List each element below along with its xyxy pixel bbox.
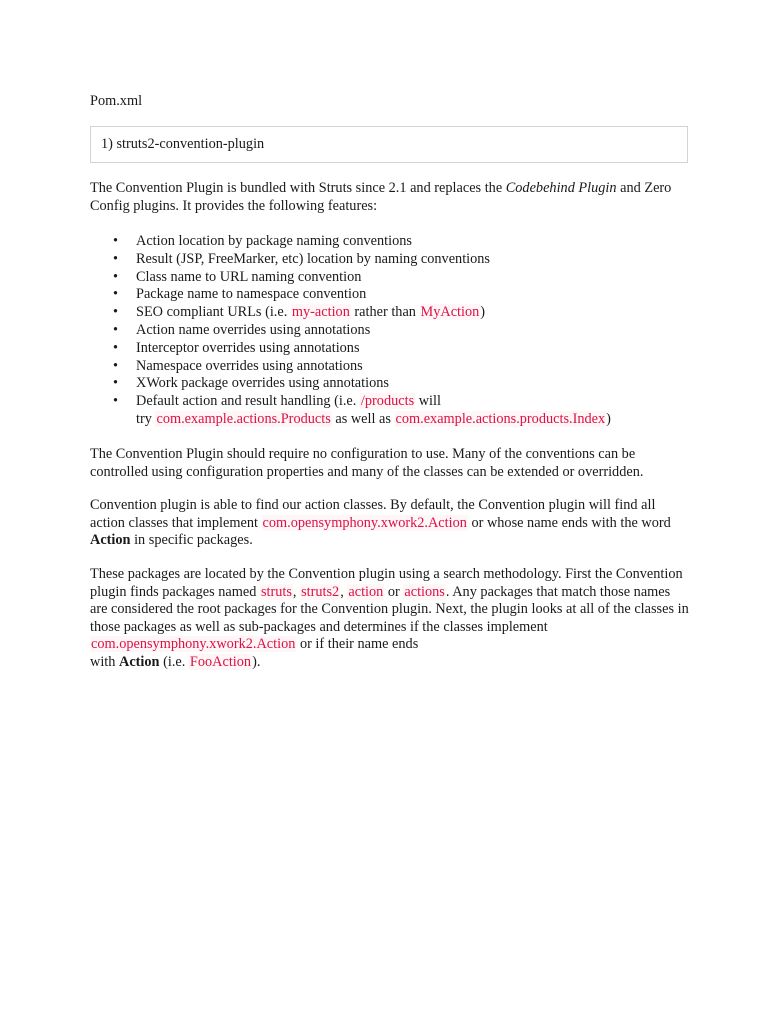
inline-code: struts: [260, 583, 292, 600]
intro-text-2: and Zero Config plugins. It provides the following features:: [90, 180, 672, 214]
list-item: [90, 269, 690, 287]
bold-text: Action: [119, 653, 160, 670]
list-item-text: Result (JSP, FreeMarker, etc) location by naming conventions: [136, 250, 491, 267]
inline-code: com.example.actions.Products: [156, 410, 331, 427]
list-item-text: ): [480, 304, 486, 321]
codebehind-plugin-emphasis: Codebehind Plugin: [505, 180, 617, 196]
bullet-icon: •: [113, 304, 119, 321]
inline-code: com.opensymphony.xwork2.Action: [91, 636, 296, 653]
bullet-icon: •: [113, 357, 119, 374]
inline-code: actions: [404, 583, 445, 600]
code-box-text: 1) struts2-convention-plugin: [101, 136, 265, 152]
config-paragraph: The Convention Plugin should require no configuration to use. Many of the conventions can be controlled using configuration properties and many of the classes can be extended or overridden.: [90, 446, 644, 480]
list-item-text: Action name overrides using annotations: [136, 321, 371, 338]
paragraph-text: ).: [252, 653, 261, 670]
list-item: [90, 358, 690, 376]
list-item-text: try: [136, 410, 156, 427]
intro-paragraph: [90, 180, 690, 215]
feature-list: [90, 233, 690, 429]
list-item: [90, 251, 690, 269]
bullet-icon: •: [113, 321, 119, 338]
page-heading: Pom.xml: [90, 93, 143, 109]
bullet-icon: •: [113, 375, 119, 392]
inline-code: MyAction: [420, 304, 480, 321]
bullet-icon: •: [113, 339, 119, 356]
paragraph-text: . Any packages that match those names are considered the root packages for the Convention plugin. Next, the plugin looks at all of the classes in those packages as well as sub-packages and determines if the classes implement: [90, 583, 689, 635]
bold-text: Action: [90, 532, 131, 549]
paragraph-text: with: [90, 653, 119, 670]
bullet-icon: •: [113, 250, 119, 267]
paragraph-text: These packages are located by the Convention plugin using a search methodology. First the Convention plugin finds packages named: [90, 566, 683, 600]
list-item-text: as well as: [331, 410, 395, 427]
list-item-text: XWork package overrides using annotations: [136, 375, 389, 392]
find-classes-paragraph: [90, 497, 690, 550]
paragraph-text: ,: [292, 583, 301, 600]
paragraph-text: or: [384, 583, 404, 600]
bullet-icon: •: [113, 233, 119, 249]
list-item: [90, 233, 690, 251]
paragraph-text: (i.e.: [159, 653, 189, 670]
list-item: [90, 340, 690, 358]
list-item: [90, 322, 690, 340]
list-item-text: SEO compliant URLs (i.e.: [136, 304, 291, 321]
list-item-text: will: [415, 393, 441, 410]
paragraph-text: or whose name ends with the word: [467, 514, 671, 531]
bullet-icon: •: [113, 286, 119, 303]
inline-code: my-action: [291, 304, 350, 321]
list-item-text: Package name to namespace convention: [136, 286, 367, 303]
list-item-text: rather than: [350, 304, 420, 321]
list-item-text: Action location by package naming conventions: [136, 233, 412, 249]
intro-text-1: The Convention Plugin is bundled with Struts since 2.1 and replaces the: [90, 180, 506, 196]
paragraph-text: ,: [340, 583, 348, 600]
list-item: [90, 304, 690, 322]
inline-code: com.example.actions.products.Index: [395, 410, 606, 427]
inline-code: FooAction: [189, 653, 252, 670]
paragraph-text: Convention plugin is able to find our action classes. By default, the Convention plugin will find all action classes that implement: [90, 497, 656, 531]
list-item: [90, 286, 690, 304]
list-item-text: Namespace overrides using annotations: [136, 357, 363, 374]
list-item-text: Interceptor overrides using annotations: [136, 339, 360, 356]
bullet-icon: •: [113, 393, 119, 410]
code-box: [90, 126, 688, 163]
list-item: [90, 375, 690, 393]
paragraph-text: in specific packages.: [130, 532, 253, 549]
inline-code: action: [348, 583, 384, 600]
list-item: [90, 393, 690, 429]
list-item-text: Class name to URL naming convention: [136, 268, 362, 285]
list-item-text: Default action and result handling (i.e.: [136, 393, 360, 410]
list-item-text: ): [606, 410, 611, 427]
bullet-icon: •: [113, 268, 119, 285]
inline-code: com.opensymphony.xwork2.Action: [262, 514, 467, 531]
search-methodology-paragraph: [90, 566, 690, 672]
inline-code: struts2: [301, 583, 340, 600]
paragraph-text: or if their name ends: [296, 636, 419, 653]
inline-code: /products: [360, 393, 415, 410]
